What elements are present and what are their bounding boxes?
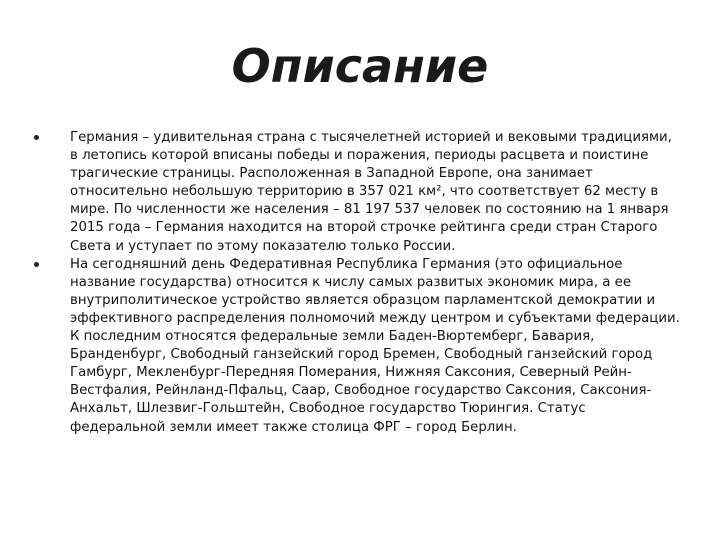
bullet-list	[34, 129, 680, 437]
bullet-dot-icon	[34, 262, 39, 267]
bullet-item-federation	[34, 256, 680, 437]
bullet-dot-icon	[34, 135, 39, 140]
bullet-text: Германия – удивительная страна с тысячелетней историей и вековыми традициями, в летопись которой вписаны победы и поражения, периоды расцвета и поистине трагические страницы. Расположенная в Западной Европе, она занимает относительно небольшую территорию в 357 021 км², что соответствует 62 месту в мире. По численности же населения – 81 197 537 человек по состоянию на 1 января 2015 года – Германия находится на второй строчке рейтинга среди стран Старого Света и уступает по этому показателю только России.	[70, 130, 672, 254]
bullet-item-history	[34, 129, 680, 256]
bullet-text: На сегодняшний день Федеративная Республика Германия (это официальное название государства) относится к числу самых развитых экономик мира, а ее внутриполитическое устройство является образцом парламентской демократии и эффективного распределения полномочий между центром и субъектами федерации. К последним относятся федеральные земли Баден-Вюртемберг, Бавария, Бранденбург, Свободный ганзейский город Бремен, Свободный ганзейский город Гамбург, Мекленбург-Передняя Померания, Нижняя Саксония, Северный Рейн-Вестфалия, Рейнланд-Пфальц, Саар, Свободное государство Саксония, Саксония-Анхальт, Шлезвиг-Гольштейн, Свободное государство Тюрингия. Статус федеральной земли имеет также столица ФРГ – город Берлин.	[70, 256, 680, 435]
slide-title: Описание	[231, 39, 489, 93]
